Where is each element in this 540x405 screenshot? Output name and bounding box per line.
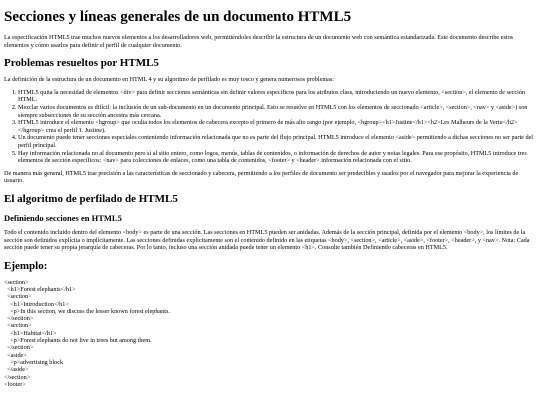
code-line: <h1>Introduction</h1>: [4, 300, 69, 308]
code-line: </aside>: [4, 366, 29, 374]
code-line: <section>: [4, 322, 32, 330]
code-line: <h1>Habitat</h1>: [4, 329, 57, 337]
code-line: <p>Forest elephants do not live in trees but among them.: [4, 337, 152, 345]
code-line: <footer>: [4, 380, 26, 388]
list-item: 4. Un documento puede tener secciones especiales conteniendo información relacionada que no es parte del flujo principal. HTML5 introduce el elemento <aside> permitiendo a dichas secciones no ser parte del perfil principal.: [18, 134, 534, 149]
page-title: Secciones y líneas generales de un documento HTML5: [4, 9, 352, 25]
problems-lead: La definición de la estructura de un documento en HTML 4 y su algoritmo de perfilado es muy tosco y genera numerosos problemas:: [4, 76, 335, 84]
code-line: <p>In this section, we discuss the lesser known forest elephants.: [4, 307, 170, 315]
example-code-block: [4, 279, 534, 388]
list-item: 2. Mezclar varios documentos es difícil: la inclusión de un sub-documento en un documento principal. Esto se resuelve en HTML5 con los elementos de seccionado <article>, <section>, <nav> y <aside>) son siempre subsecciones de su sección ancestra más cercana.: [18, 104, 534, 119]
code-line: <section>: [4, 278, 29, 286]
code-line: <h1>Forest elephants</h1>: [4, 285, 76, 293]
list-item: 3. HTML5 introduce el elemento <hgroup> que oculta todos los elementos de cabecera excepto el primero de más alto rango (por ejemplo, <hgroup><h1>Justine</h1><h2>Les Malheurs de la Vertu</h2></hgroup> crea el perfil 1. Justine).: [18, 119, 534, 134]
problems-list: [4, 89, 534, 165]
code-line: </section>: [4, 315, 34, 323]
example-heading: Ejemplo:: [4, 259, 48, 272]
list-item: 5. Hay información relacionada no al documento pero sí al sitio entero, como logos, menús, tablas de contenidos, o información de derechos de autor y notas legales. Para ese propósito, HTML5 introduce tres elementos de sección específicos: <nav> para colecciones de enlaces, como una tabla de contenidos, <footer> y <header> información relacionada con el sitio.: [18, 150, 534, 165]
algorithm-heading: El algoritmo de perfilado de HTML5: [4, 192, 178, 205]
code-line: <aside>: [4, 351, 27, 359]
code-line: </section>: [4, 373, 31, 381]
problems-heading: Problemas resueltos por HTML5: [4, 57, 159, 70]
code-line: </section>: [4, 344, 34, 352]
defining-sections-subheading: Definiendo secciones en HTML5: [4, 212, 122, 223]
defining-sections-body: Todo el contenido incluido dentro del elemento <body> es parte de una sección. Las secciones en HTML5 pueden ser anidadas. Además de la sección principal, definida por el elemento <body>, los límites de la sección son definidos explícita o implícitamente. Las secciones definidas explícitamente son el contenido definido en las etiquetas <body>, <section>, <article>, <aside>, <footer>, <header>, y <nav>. Nota: Cada sección puede tener su propia jerarquía de cabeceras. Por lo tanto, incluso una sección anidada puede tener un elemento <h1>. Consulte también Definiendo cabeceras en HTML5.: [4, 228, 530, 252]
intro-paragraph: La especificación HTML5 trae muchos nuevos elementos a los desarrolladores web, permitiéndoles describir la estructura de un documento web con semántica estandarizada. Este documento describe estos elementos y cómo usarlos para definir el perfil de cualquier documento.: [4, 34, 514, 49]
code-line: <section>: [4, 293, 32, 301]
problems-closing: De manera más general, HTML5 trae precisión a las características de seccionado y cabecera, permitiendo a los perfiles de documento ser predecibles y usados por el navegador para mejorar la experiencia de usuario.: [4, 169, 519, 185]
code-line: <p>advertising block: [4, 358, 64, 366]
list-item: 1. HTML5 quita la necesidad de elementos <div> para definir secciones semánticas sin definir valores específicos para los atributos class, introduciendo un nuevo elemento, <section>, el elemento de sección HTML.: [18, 89, 534, 104]
